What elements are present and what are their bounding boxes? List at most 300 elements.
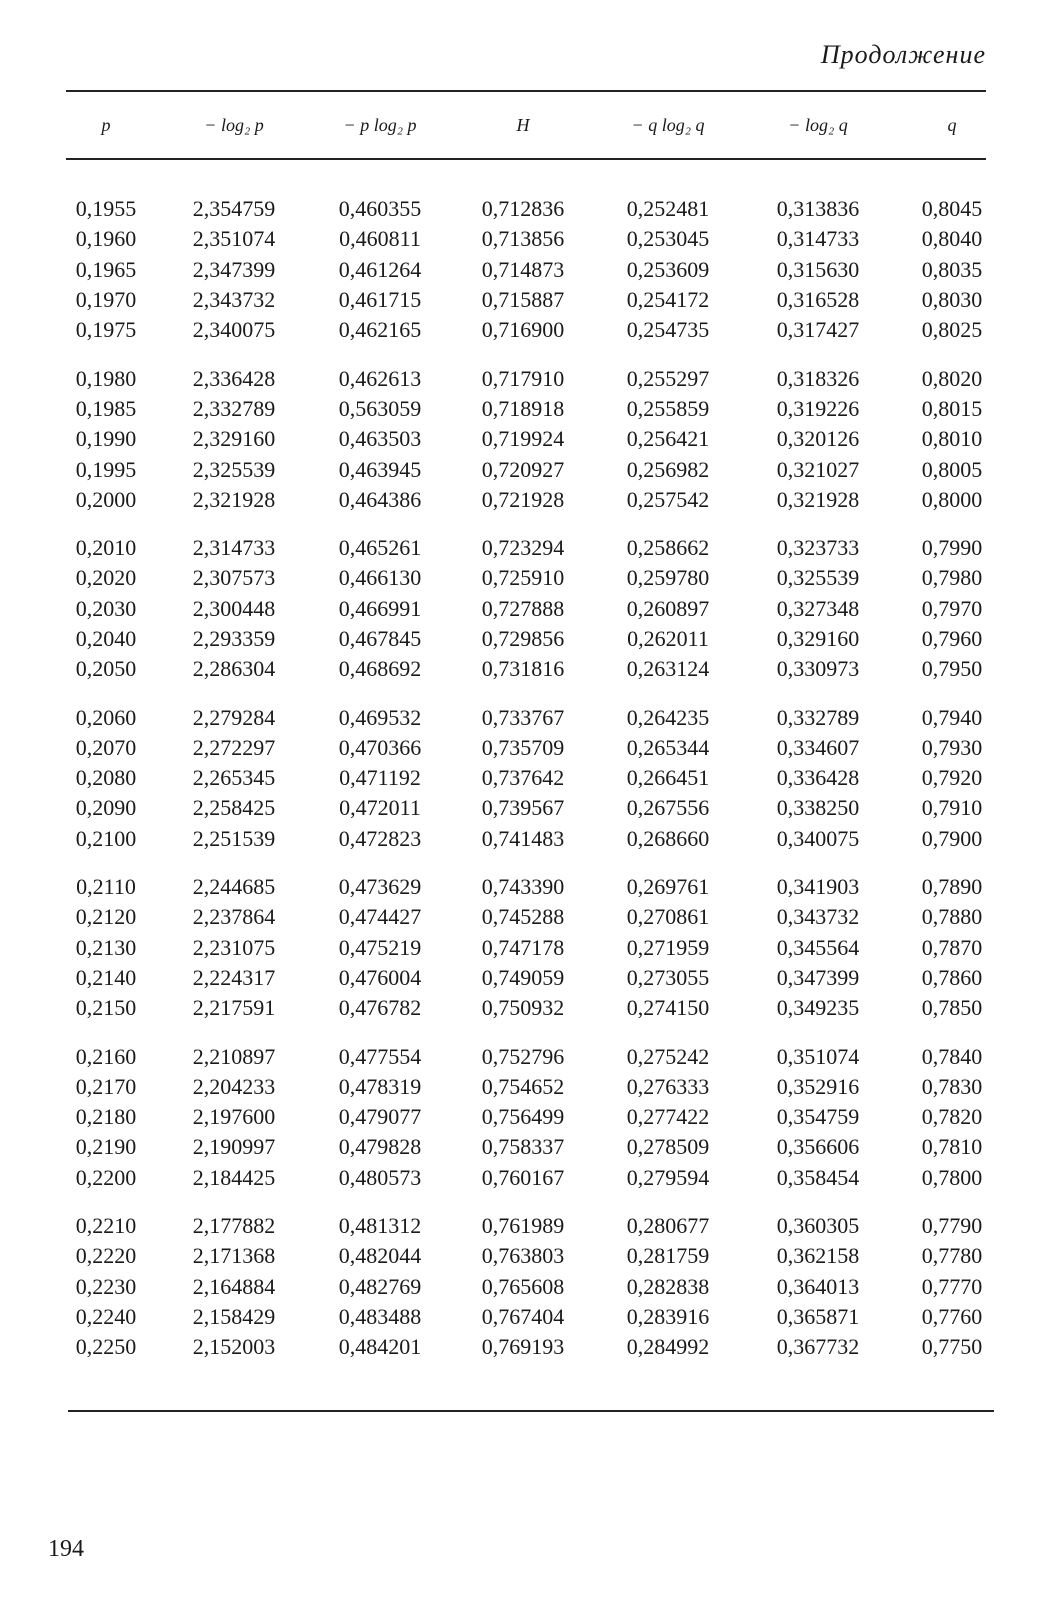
table-row <box>56 363 1006 393</box>
cell-neg-log2-q: 0,356606 <box>776 1134 860 1160</box>
cell-p: 0,2120 <box>75 904 137 930</box>
table-row <box>56 285 1006 315</box>
cell-p: 0,2220 <box>75 1243 137 1269</box>
cell-h: 0,765608 <box>481 1273 565 1299</box>
header-neg-log2-p: − log₂ p <box>204 114 264 135</box>
cell-neg-q-log2-q: 0,282838 <box>626 1273 710 1299</box>
cell-neg-p-log2-p: 0,467845 <box>338 626 422 651</box>
table-row <box>56 1332 1006 1362</box>
cell-neg-log2-q: 0,332789 <box>776 704 860 730</box>
cell-neg-log2-q: 0,340075 <box>776 825 860 851</box>
cell-q: 0,7890 <box>921 874 983 900</box>
cell-p: 0,1955 <box>75 196 137 222</box>
cell-neg-log2-q: 0,323733 <box>776 535 860 561</box>
cell-neg-log2-q: 0,321027 <box>776 456 860 482</box>
cell-neg-log2-p: 2,336428 <box>192 365 276 391</box>
cell-h: 0,733767 <box>481 704 565 730</box>
cell-q: 0,7910 <box>921 795 983 821</box>
entropy-table <box>56 194 1006 1362</box>
cell-p: 0,2130 <box>75 934 137 960</box>
cell-neg-q-log2-q: 0,254172 <box>626 287 710 313</box>
cell-neg-log2-q: 0,316528 <box>776 287 860 313</box>
cell-neg-log2-q: 0,321928 <box>776 486 860 512</box>
cell-h: 0,754652 <box>481 1073 565 1099</box>
cell-neg-log2-p: 2,279284 <box>192 704 276 730</box>
cell-neg-log2-q: 0,345564 <box>776 934 860 960</box>
header-neg-log2-q: − log₂ q <box>788 114 848 135</box>
cell-neg-p-log2-p: 0,471192 <box>339 765 421 791</box>
cell-h: 0,756499 <box>481 1104 565 1130</box>
cell-p: 0,2160 <box>75 1043 137 1069</box>
cell-neg-log2-q: 0,358454 <box>776 1164 860 1190</box>
cell-h: 0,760167 <box>481 1164 565 1190</box>
cell-neg-p-log2-p: 0,466130 <box>338 565 422 591</box>
cell-neg-log2-p: 2,158429 <box>192 1303 276 1329</box>
cell-h: 0,719924 <box>481 426 565 452</box>
cell-q: 0,8020 <box>921 365 983 391</box>
cell-neg-p-log2-p: 0,475219 <box>338 934 422 960</box>
cell-neg-p-log2-p: 0,465261 <box>338 535 422 561</box>
cell-neg-log2-q: 0,349235 <box>776 995 860 1021</box>
cell-h: 0,761989 <box>481 1213 565 1239</box>
cell-q: 0,8015 <box>921 395 983 421</box>
cell-neg-p-log2-p: 0,460811 <box>339 226 421 252</box>
cell-q: 0,7760 <box>921 1303 983 1329</box>
cell-p: 0,2110 <box>76 874 136 900</box>
group-gap <box>56 854 1006 872</box>
group-gap <box>56 1023 1006 1041</box>
cell-p: 0,2060 <box>75 704 137 730</box>
cell-neg-q-log2-q: 0,259780 <box>626 565 710 591</box>
cell-neg-log2-q: 0,319226 <box>776 395 860 421</box>
continuation-label: Продолжение <box>820 40 986 69</box>
cell-neg-log2-p: 2,293359 <box>192 626 276 651</box>
group-gap <box>56 345 1006 363</box>
cell-neg-q-log2-q: 0,277422 <box>626 1104 710 1130</box>
cell-p: 0,1975 <box>75 317 137 343</box>
cell-neg-log2-p: 2,217591 <box>192 995 276 1021</box>
cell-p: 0,2000 <box>75 486 137 512</box>
cell-neg-q-log2-q: 0,265344 <box>626 734 710 760</box>
cell-neg-p-log2-p: 0,469532 <box>338 704 422 730</box>
cell-neg-q-log2-q: 0,274150 <box>626 995 710 1021</box>
cell-h: 0,721928 <box>481 486 565 512</box>
cell-neg-log2-p: 2,321928 <box>192 486 276 512</box>
cell-neg-log2-p: 2,332789 <box>192 395 276 421</box>
table-row <box>56 702 1006 732</box>
cell-neg-log2-p: 2,340075 <box>192 317 276 343</box>
cell-neg-log2-q: 0,343732 <box>776 904 860 930</box>
header-rule <box>66 158 986 160</box>
cell-neg-log2-p: 2,177882 <box>192 1213 276 1239</box>
cell-h: 0,731816 <box>481 656 565 682</box>
cell-p: 0,1985 <box>75 395 137 421</box>
cell-h: 0,715887 <box>481 287 565 313</box>
table-row <box>56 255 1006 285</box>
cell-p: 0,2180 <box>75 1104 137 1130</box>
cell-h: 0,745288 <box>481 904 565 930</box>
table-row <box>56 872 1006 902</box>
table-row <box>56 824 1006 854</box>
cell-neg-p-log2-p: 0,479828 <box>338 1134 422 1160</box>
cell-h: 0,729856 <box>481 626 565 651</box>
group-gap-cell <box>56 515 1006 533</box>
cell-q: 0,7750 <box>921 1334 983 1360</box>
cell-q: 0,7870 <box>921 934 983 960</box>
cell-p: 0,2040 <box>75 626 137 651</box>
cell-p: 0,2080 <box>75 765 137 791</box>
table-row <box>56 654 1006 684</box>
cell-neg-q-log2-q: 0,262011 <box>627 626 709 651</box>
table-row <box>56 1241 1006 1271</box>
bottom-rule <box>68 1410 994 1412</box>
cell-neg-p-log2-p: 0,483488 <box>338 1303 422 1329</box>
cell-neg-p-log2-p: 0,472823 <box>338 825 422 851</box>
header-neg-q-log2-q: − q log₂ q <box>631 114 705 135</box>
cell-q: 0,7930 <box>921 734 983 760</box>
group-gap <box>56 684 1006 702</box>
cell-q: 0,7950 <box>921 656 983 682</box>
cell-neg-log2-p: 2,300448 <box>192 595 276 621</box>
cell-neg-log2-q: 0,362158 <box>776 1243 860 1269</box>
cell-h: 0,763803 <box>481 1243 565 1269</box>
cell-neg-p-log2-p: 0,462165 <box>338 317 422 343</box>
group-gap-cell <box>56 1193 1006 1211</box>
cell-neg-log2-q: 0,354759 <box>776 1104 860 1130</box>
cell-neg-p-log2-p: 0,461715 <box>338 287 422 313</box>
group-gap-cell <box>56 345 1006 363</box>
cell-neg-log2-p: 2,258425 <box>192 795 276 821</box>
cell-neg-p-log2-p: 0,476004 <box>338 964 422 990</box>
group-gap-cell <box>56 854 1006 872</box>
cell-h: 0,717910 <box>481 365 565 391</box>
cell-neg-p-log2-p: 0,482769 <box>338 1273 422 1299</box>
cell-neg-q-log2-q: 0,255297 <box>626 365 710 391</box>
cell-neg-log2-p: 2,251539 <box>192 825 276 851</box>
table-row <box>56 902 1006 932</box>
cell-p: 0,2210 <box>75 1213 137 1239</box>
cell-p: 0,1980 <box>75 365 137 391</box>
table-row <box>56 793 1006 823</box>
table-row <box>56 624 1006 654</box>
table-row <box>56 315 1006 345</box>
cell-h: 0,713856 <box>481 226 565 252</box>
cell-p: 0,1995 <box>75 456 137 482</box>
cell-neg-q-log2-q: 0,264235 <box>626 704 710 730</box>
table-row <box>56 394 1006 424</box>
cell-h: 0,758337 <box>481 1134 565 1160</box>
header-neg-p-log2-p: − p log₂ p <box>343 114 417 135</box>
cell-neg-q-log2-q: 0,268660 <box>626 825 710 851</box>
header-p: p <box>101 114 111 135</box>
header-q: q <box>947 114 957 135</box>
cell-neg-p-log2-p: 0,466991 <box>338 595 422 621</box>
cell-q: 0,7940 <box>921 704 983 730</box>
table-row <box>56 1163 1006 1193</box>
table-row <box>56 194 1006 224</box>
table-row <box>56 224 1006 254</box>
cell-neg-log2-q: 0,347399 <box>776 964 860 990</box>
cell-q: 0,7810 <box>921 1134 983 1160</box>
cell-neg-p-log2-p: 0,484201 <box>338 1334 422 1360</box>
cell-h: 0,769193 <box>481 1334 565 1360</box>
cell-neg-p-log2-p: 0,474427 <box>338 904 422 930</box>
cell-neg-log2-q: 0,352916 <box>776 1073 860 1099</box>
cell-h: 0,725910 <box>481 565 565 591</box>
page-number: 194 <box>48 1536 84 1562</box>
cell-neg-log2-p: 2,152003 <box>192 1334 276 1360</box>
cell-neg-log2-p: 2,354759 <box>192 196 276 222</box>
cell-p: 0,2020 <box>75 565 137 591</box>
cell-q: 0,8045 <box>921 196 983 222</box>
cell-p: 0,2010 <box>75 535 137 561</box>
cell-neg-q-log2-q: 0,273055 <box>626 964 710 990</box>
cell-p: 0,2070 <box>75 734 137 760</box>
cell-neg-log2-p: 2,347399 <box>192 256 276 282</box>
cell-neg-q-log2-q: 0,253609 <box>626 256 710 282</box>
cell-neg-q-log2-q: 0,283916 <box>626 1303 710 1329</box>
cell-neg-log2-p: 2,329160 <box>192 426 276 452</box>
cell-neg-p-log2-p: 0,468692 <box>338 656 422 682</box>
cell-neg-log2-q: 0,364013 <box>776 1273 860 1299</box>
cell-q: 0,7820 <box>921 1104 983 1130</box>
cell-neg-q-log2-q: 0,269761 <box>626 874 710 900</box>
cell-neg-log2-q: 0,314733 <box>776 226 860 252</box>
cell-neg-q-log2-q: 0,279594 <box>626 1164 710 1190</box>
cell-q: 0,7800 <box>921 1164 983 1190</box>
group-gap <box>56 1193 1006 1211</box>
cell-neg-log2-p: 2,164884 <box>192 1273 276 1299</box>
table-row <box>56 594 1006 624</box>
top-rule <box>66 90 986 92</box>
cell-p: 0,1970 <box>75 287 137 313</box>
cell-neg-p-log2-p: 0,464386 <box>338 486 422 512</box>
cell-h: 0,718918 <box>481 395 565 421</box>
cell-neg-p-log2-p: 0,472011 <box>339 795 421 821</box>
cell-p: 0,2240 <box>75 1303 137 1329</box>
cell-neg-q-log2-q: 0,276333 <box>626 1073 710 1099</box>
cell-h: 0,739567 <box>481 795 565 821</box>
cell-p: 0,2030 <box>75 595 137 621</box>
cell-q: 0,7780 <box>921 1243 983 1269</box>
table-row <box>56 1072 1006 1102</box>
cell-p: 0,1990 <box>75 426 137 452</box>
cell-neg-log2-q: 0,336428 <box>776 765 860 791</box>
table-row <box>56 485 1006 515</box>
table-row <box>56 1272 1006 1302</box>
cell-neg-log2-p: 2,237864 <box>192 904 276 930</box>
cell-neg-log2-p: 2,204233 <box>192 1073 276 1099</box>
cell-neg-log2-p: 2,224317 <box>192 964 276 990</box>
cell-neg-log2-q: 0,341903 <box>776 874 860 900</box>
table-row <box>56 563 1006 593</box>
cell-q: 0,8000 <box>921 486 983 512</box>
cell-neg-log2-p: 2,244685 <box>192 874 276 900</box>
cell-neg-log2-p: 2,231075 <box>192 934 276 960</box>
table-row <box>56 1211 1006 1241</box>
cell-neg-log2-p: 2,307573 <box>192 565 276 591</box>
cell-neg-log2-q: 0,320126 <box>776 426 860 452</box>
cell-h: 0,747178 <box>481 934 565 960</box>
header-entropy-h: H <box>516 114 530 135</box>
cell-neg-p-log2-p: 0,463945 <box>338 456 422 482</box>
cell-neg-p-log2-p: 0,460355 <box>338 196 422 222</box>
cell-q: 0,7830 <box>921 1073 983 1099</box>
cell-neg-log2-q: 0,325539 <box>776 565 860 591</box>
table-row <box>56 533 1006 563</box>
cell-p: 0,2050 <box>75 656 137 682</box>
cell-p: 0,2250 <box>75 1334 137 1360</box>
cell-neg-q-log2-q: 0,275242 <box>626 1043 710 1069</box>
cell-neg-q-log2-q: 0,271959 <box>626 934 710 960</box>
cell-neg-q-log2-q: 0,255859 <box>626 395 710 421</box>
cell-neg-q-log2-q: 0,267556 <box>626 795 710 821</box>
cell-neg-log2-p: 2,343732 <box>192 287 276 313</box>
cell-neg-q-log2-q: 0,257542 <box>626 486 710 512</box>
cell-h: 0,712836 <box>481 196 565 222</box>
table-row <box>56 733 1006 763</box>
cell-neg-log2-p: 2,184425 <box>192 1164 276 1190</box>
cell-q: 0,7790 <box>921 1213 983 1239</box>
cell-q: 0,7970 <box>921 595 983 621</box>
cell-h: 0,720927 <box>481 456 565 482</box>
cell-p: 0,2230 <box>75 1273 137 1299</box>
cell-neg-p-log2-p: 0,482044 <box>338 1243 422 1269</box>
cell-neg-q-log2-q: 0,266451 <box>626 765 710 791</box>
cell-p: 0,2140 <box>75 964 137 990</box>
cell-neg-p-log2-p: 0,461264 <box>338 256 422 282</box>
cell-p: 0,2090 <box>75 795 137 821</box>
cell-neg-p-log2-p: 0,481312 <box>338 1213 422 1239</box>
cell-neg-q-log2-q: 0,256421 <box>626 426 710 452</box>
cell-neg-log2-q: 0,367732 <box>776 1334 860 1360</box>
cell-neg-p-log2-p: 0,478319 <box>338 1073 422 1099</box>
table-row <box>56 1041 1006 1071</box>
cell-neg-p-log2-p: 0,563059 <box>338 395 422 421</box>
cell-neg-q-log2-q: 0,256982 <box>626 456 710 482</box>
cell-q: 0,7840 <box>921 1043 983 1069</box>
cell-q: 0,7980 <box>921 565 983 591</box>
cell-neg-p-log2-p: 0,462613 <box>338 365 422 391</box>
group-gap <box>56 515 1006 533</box>
cell-neg-q-log2-q: 0,278509 <box>626 1134 710 1160</box>
cell-neg-log2-q: 0,360305 <box>776 1213 860 1239</box>
cell-neg-log2-p: 2,197600 <box>192 1104 276 1130</box>
cell-neg-p-log2-p: 0,477554 <box>338 1043 422 1069</box>
cell-neg-log2-q: 0,334607 <box>776 734 860 760</box>
cell-q: 0,8005 <box>921 456 983 482</box>
cell-q: 0,7920 <box>921 765 983 791</box>
cell-p: 0,2100 <box>75 825 137 851</box>
cell-neg-q-log2-q: 0,254735 <box>626 317 710 343</box>
table-row <box>56 424 1006 454</box>
cell-neg-p-log2-p: 0,476782 <box>338 995 422 1021</box>
cell-neg-log2-q: 0,315630 <box>776 256 860 282</box>
table-row <box>56 993 1006 1023</box>
cell-p: 0,2190 <box>75 1134 137 1160</box>
cell-q: 0,7990 <box>921 535 983 561</box>
cell-q: 0,8035 <box>921 256 983 282</box>
cell-neg-log2-p: 2,171368 <box>192 1243 276 1269</box>
cell-neg-log2-p: 2,314733 <box>192 535 276 561</box>
table-row <box>56 454 1006 484</box>
cell-neg-log2-p: 2,351074 <box>192 226 276 252</box>
cell-neg-q-log2-q: 0,270861 <box>626 904 710 930</box>
cell-q: 0,8025 <box>921 317 983 343</box>
cell-neg-q-log2-q: 0,260897 <box>626 595 710 621</box>
cell-h: 0,737642 <box>481 765 565 791</box>
cell-neg-log2-p: 2,190997 <box>192 1134 276 1160</box>
table-row <box>56 763 1006 793</box>
cell-neg-q-log2-q: 0,284992 <box>626 1334 710 1360</box>
cell-h: 0,767404 <box>481 1303 565 1329</box>
cell-h: 0,735709 <box>481 734 565 760</box>
cell-q: 0,7880 <box>921 904 983 930</box>
cell-neg-log2-p: 2,325539 <box>192 456 276 482</box>
cell-neg-log2-q: 0,365871 <box>776 1303 860 1329</box>
cell-neg-log2-p: 2,272297 <box>192 734 276 760</box>
cell-neg-log2-p: 2,265345 <box>192 765 276 791</box>
cell-neg-p-log2-p: 0,480573 <box>338 1164 422 1190</box>
cell-h: 0,716900 <box>481 317 565 343</box>
cell-q: 0,7900 <box>921 825 983 851</box>
cell-neg-p-log2-p: 0,470366 <box>338 734 422 760</box>
cell-neg-q-log2-q: 0,263124 <box>626 656 710 682</box>
cell-neg-log2-p: 2,286304 <box>192 656 276 682</box>
cell-p: 0,2170 <box>75 1073 137 1099</box>
cell-q: 0,8030 <box>921 287 983 313</box>
cell-p: 0,1960 <box>75 226 137 252</box>
cell-neg-q-log2-q: 0,252481 <box>626 196 710 222</box>
cell-neg-q-log2-q: 0,281759 <box>626 1243 710 1269</box>
cell-neg-log2-q: 0,330973 <box>776 656 860 682</box>
column-headers <box>56 108 1006 142</box>
cell-neg-log2-q: 0,318326 <box>776 365 860 391</box>
cell-h: 0,750932 <box>481 995 565 1021</box>
cell-q: 0,7960 <box>921 626 983 651</box>
cell-h: 0,723294 <box>481 535 565 561</box>
cell-neg-p-log2-p: 0,473629 <box>338 874 422 900</box>
cell-neg-log2-q: 0,313836 <box>776 196 860 222</box>
cell-h: 0,741483 <box>481 825 565 851</box>
cell-q: 0,7770 <box>921 1273 983 1299</box>
cell-p: 0,1965 <box>75 256 137 282</box>
group-gap-cell <box>56 684 1006 702</box>
table-row <box>56 933 1006 963</box>
cell-h: 0,743390 <box>481 874 565 900</box>
cell-q: 0,8040 <box>921 226 983 252</box>
cell-neg-log2-p: 2,210897 <box>192 1043 276 1069</box>
cell-h: 0,752796 <box>481 1043 565 1069</box>
cell-neg-p-log2-p: 0,479077 <box>338 1104 422 1130</box>
cell-h: 0,749059 <box>481 964 565 990</box>
cell-neg-log2-q: 0,317427 <box>776 317 860 343</box>
cell-neg-p-log2-p: 0,463503 <box>338 426 422 452</box>
cell-neg-q-log2-q: 0,253045 <box>626 226 710 252</box>
cell-q: 0,8010 <box>921 426 983 452</box>
cell-q: 0,7860 <box>921 964 983 990</box>
group-gap-cell <box>56 1023 1006 1041</box>
table-row <box>56 1132 1006 1162</box>
cell-neg-q-log2-q: 0,280677 <box>626 1213 710 1239</box>
cell-h: 0,714873 <box>481 256 565 282</box>
table-row <box>56 963 1006 993</box>
table-row <box>56 1102 1006 1132</box>
cell-p: 0,2150 <box>75 995 137 1021</box>
cell-neg-log2-q: 0,329160 <box>776 626 860 651</box>
cell-q: 0,7850 <box>921 995 983 1021</box>
cell-neg-log2-q: 0,338250 <box>776 795 860 821</box>
